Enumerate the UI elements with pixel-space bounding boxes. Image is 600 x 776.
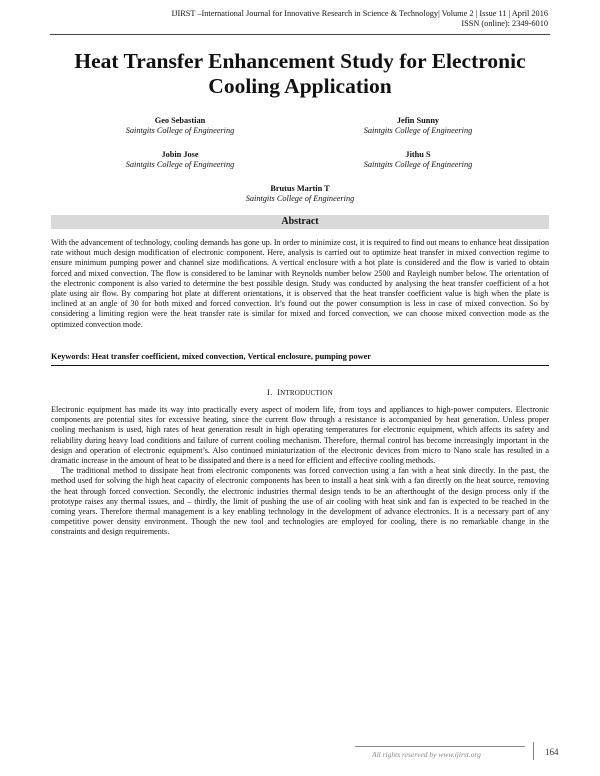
author-affiliation: Saintgits College of Engineering [245, 194, 355, 203]
title-line-2: Cooling Application [208, 74, 392, 98]
issn-header: ISSN (online): 2349-6010 [461, 19, 548, 28]
keywords-rule [51, 365, 549, 366]
abstract-heading: Abstract [51, 215, 549, 229]
paper-title [40, 49, 560, 99]
author-affiliation: Saintgits College of Engineering [363, 126, 473, 135]
abstract-text: With the advancement of technology, cooling demands has gone up. In order to minimize cost, it is required to find out means to enhance heat dissipation rate without much design modification of electronic component. Here, analysis is carried out to optimize heat transfer in mixed convection regime to ensure minimum pumping power and channel size modifications. A vertical enclosure with a hot plate is considered and the flow is varied to obtain forced and mixed convection. The flow is considered to be laminar with Reynolds number below 2500 and Rayleigh number below. The orientation of the electronic component is also varied to determine the best possible design. Study was conducted by analysing the heat transfer coefficient of a hot plate using air flow. By comparing hot plate at different orientations, it is observed that the heat transfer coefficient value is high when the plate is inclined at an angle of 30 for both mixed and forced convection. It’s found out the power consumption is less in case of mixed convection. So by considering a limiting region were the heat transfer rate is similar for mixed and forced convection, we can choose mixed convection mode as the optimized convection mode. [51, 238, 549, 329]
keywords: Keywords: Heat transfer coefficient, mixed convection, Vertical enclosure, pumping power [51, 352, 371, 361]
title-line-1: Heat Transfer Enhancement Study for Electronic [74, 49, 526, 73]
section-title-initial: I [277, 387, 281, 397]
author-name: Jithu S [405, 150, 431, 159]
footer-rule [355, 746, 525, 747]
header-rule [50, 34, 550, 35]
author-name: Brutus Martin T [270, 184, 330, 193]
author-block [80, 116, 280, 136]
page-number-divider [533, 742, 534, 760]
author-affiliation: Saintgits College of Engineering [125, 126, 235, 135]
author-block [318, 116, 518, 136]
author-affiliation: Saintgits College of Engineering [363, 160, 473, 169]
author-affiliation: Saintgits College of Engineering [125, 160, 235, 169]
section-heading [51, 387, 549, 398]
author-block [318, 150, 518, 170]
introduction-body [51, 405, 549, 538]
footer-rights: All rights reserved by www.ijirst.org [372, 750, 481, 759]
section-number: I. [267, 387, 273, 397]
paragraph: Electronic equipment has made its way into practically every aspect of modern life, from toys and appliances to high-power computers. Electronic components are potential sites for excessive heating, since the current flow through a resistance is accompanied by heat generation. Unless proper cooling mechanism is used, high rates of heat generation result in high operating temperatures for electronic equipment, which affects its safety and reliability during heavy load conditions and failure of current cooling mechanism. Therefore, thermal control has become increasingly important in the design and operation of electronic equipment’s. Also continued miniaturization of the electronic devices from micro to Nano scale has resulted in a dramatic increase in the amount of heat to be dissipated and there is a need for efficient and effective cooling methods. [51, 405, 549, 466]
author-block [80, 150, 280, 170]
author-block [200, 184, 400, 204]
author-name: Jobin Jose [161, 150, 199, 159]
journal-header: IJIRST –International Journal for Innovative Research in Science & Technology| Volume 2 | Issue 11 | April 2016 [171, 9, 548, 18]
paragraph: The traditional method to dissipate heat from electronic components was forced convection using a fan with a heat sink directly. In the past, the method used for solving the high heat capacity of electronic components has been to install a heat sink with a fan directly on the heat source, removing the heat through forced convection. Secondly, the electronic industries thermal design tends to be an afterthought of the design process only if the prototype raises any thermal issues, and – thirdly, the limit of pushing the use of air cooling with heat sink and fan is expected to be reached in the coming years. Therefore thermal management is a key enabling technology in the development of advance electronics. It is a necessary part of any competitive power density environment. Though the new tool and technologies are employed for cooling, there is no remarkable change in the constraints and design requirements. [51, 466, 549, 537]
section-title-rest: NTRODUCTION [280, 389, 333, 397]
page-number: 164 [545, 747, 559, 757]
author-name: Jefin Sunny [396, 116, 440, 125]
author-name: Geo Sebastian [154, 116, 206, 125]
